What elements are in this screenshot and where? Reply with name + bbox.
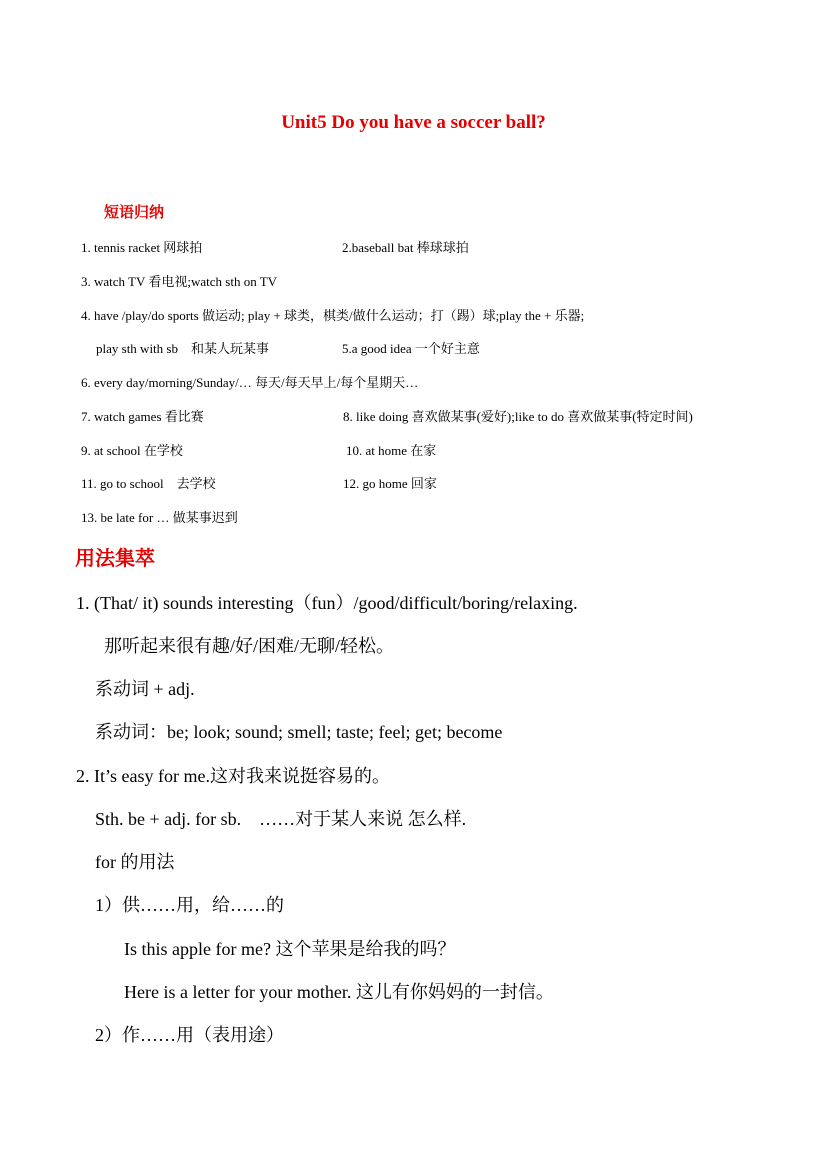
phrase-item: 10. at home 在家: [346, 443, 437, 458]
usage-line: 系动词 + adj.: [95, 679, 195, 699]
phrase-item: 11. go to school 去学校: [81, 476, 216, 491]
phrases-heading: 短语归纳: [104, 205, 165, 221]
usage-line: 1. (That/ it) sounds interesting（fun）/good/difficult/boring/relaxing.: [76, 593, 578, 613]
usage-line: 2. It’s easy for me.这对我来说挺容易的。: [76, 766, 390, 786]
usage-line: 2）作……用（表用途）: [95, 1025, 284, 1045]
phrase-item: 2.baseball bat 棒球球拍: [342, 240, 469, 255]
usage-line: 1）供……用，给……的: [95, 895, 284, 915]
phrase-item: play sth with sb 和某人玩某事: [96, 341, 269, 356]
phrase-item: 4. have /play/do sports 做运动; play + 球类，棋类/做什么运动；打（踢）球;play the + 乐器;: [81, 308, 585, 323]
phrase-item: 8. like doing 喜欢做某事(爱好);like to do 喜欢做某事(特定时间): [343, 409, 693, 424]
phrase-item: 1. tennis racket 网球拍: [81, 240, 203, 255]
usage-heading: 用法集萃: [75, 548, 155, 570]
usage-line: Here is a letter for your mother. 这儿有你妈妈的一封信。: [124, 982, 554, 1002]
phrase-item: 9. at school 在学校: [81, 443, 183, 458]
usage-line: 系动词：be; look; sound; smell; taste; feel; get; become: [95, 722, 503, 742]
phrase-item: 6. every day/morning/Sunday/… 每天/每天早上/每个星期天…: [81, 375, 419, 390]
phrase-item: 3. watch TV 看电视;watch sth on TV: [81, 274, 278, 289]
page-title: Unit5 Do you have a soccer ball?: [281, 112, 546, 133]
usage-line: Is this apple for me? 这个苹果是给我的吗？: [124, 939, 456, 959]
phrase-item: 7. watch games 看比赛: [81, 409, 204, 424]
phrase-item: 12. go home 回家: [343, 476, 437, 491]
phrase-item: 13. be late for … 做某事迟到: [81, 510, 238, 525]
usage-line: for 的用法: [95, 852, 175, 872]
usage-line: Sth. be + adj. for sb. ……对于某人来说 怎么样.: [95, 809, 467, 829]
usage-line: 那听起来很有趣/好/困难/无聊/轻松。: [104, 636, 395, 656]
phrase-item: 5.a good idea 一个好主意: [342, 341, 480, 356]
